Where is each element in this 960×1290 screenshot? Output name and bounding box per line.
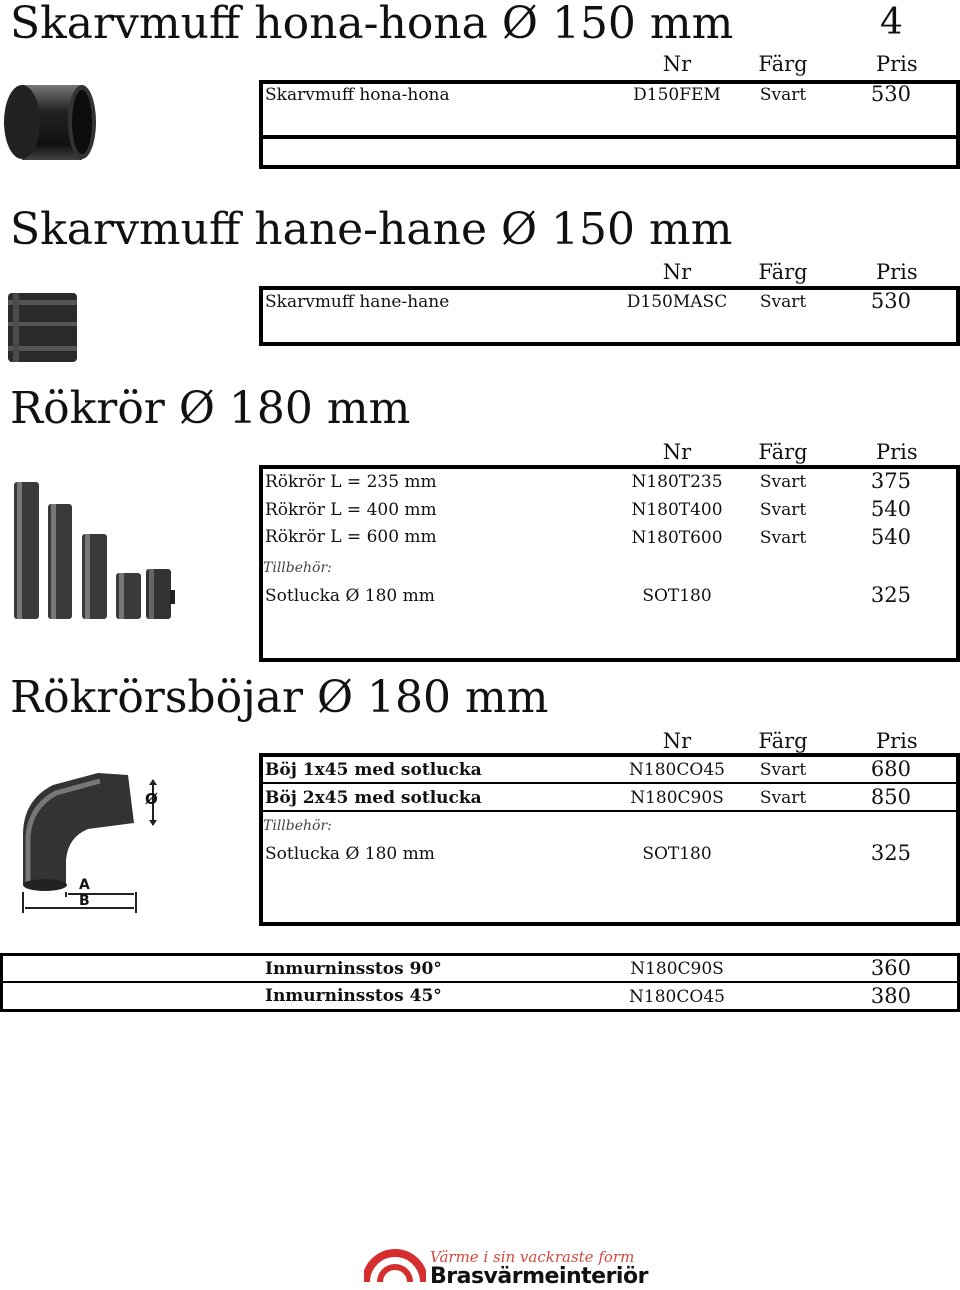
- column-header-price: Pris: [876, 729, 918, 753]
- product-color: Svart: [759, 528, 807, 548]
- product-name: Böj 1x45 med sotlucka: [265, 760, 482, 780]
- accessory-nr: SOT180: [642, 844, 712, 864]
- product-price: 680: [870, 757, 911, 781]
- product-table: [259, 465, 960, 662]
- product-price: 360: [870, 956, 911, 980]
- product-name: Rökrör L = 600 mm: [265, 527, 437, 547]
- product-color: Svart: [759, 292, 807, 312]
- footer-tagline: Värme i sin vackraste form: [430, 1248, 635, 1266]
- column-header-nr: Nr: [662, 729, 692, 753]
- diagram-label-b: B: [79, 893, 90, 909]
- product-color: Svart: [759, 500, 807, 520]
- section-title: Skarvmuff hona-hona Ø 150 mm: [10, 0, 734, 49]
- column-header-color: Färg: [758, 729, 808, 753]
- row-divider: [263, 782, 958, 784]
- product-price: 850: [870, 785, 911, 809]
- section-title: Rökrör Ø 180 mm: [10, 383, 411, 434]
- product-nr: N180T400: [631, 500, 723, 520]
- row-divider: [263, 810, 958, 812]
- section-title: Rökrörsböjar Ø 180 mm: [10, 672, 549, 723]
- product-price: 530: [870, 289, 911, 313]
- brand-logo-icon: [364, 1248, 426, 1284]
- coupler-female-image: [2, 80, 102, 165]
- product-color: Svart: [759, 472, 807, 492]
- product-name: Inmurninsstos 45°: [265, 986, 442, 1006]
- product-nr: D150MASC: [626, 292, 728, 312]
- product-nr: N180C90S: [630, 788, 724, 808]
- diagram-label-diameter: Ø: [145, 790, 158, 808]
- accessory-price: 325: [870, 583, 911, 607]
- accessory-nr: SOT180: [642, 586, 712, 606]
- product-nr: N180CO45: [629, 987, 725, 1007]
- product-price: 530: [870, 82, 911, 106]
- table-footer-row: [259, 135, 960, 169]
- column-header-color: Färg: [758, 52, 808, 76]
- product-color: Svart: [759, 788, 807, 808]
- product-name: Rökrör L = 235 mm: [265, 472, 437, 492]
- diagram-label-a: A: [79, 877, 90, 893]
- product-color: Svart: [759, 760, 807, 780]
- accessory-name: Sotlucka Ø 180 mm: [265, 844, 435, 864]
- section-title: Skarvmuff hane-hane Ø 150 mm: [10, 204, 733, 255]
- product-name: Inmurninsstos 90°: [265, 959, 442, 979]
- product-color: Svart: [759, 85, 807, 105]
- product-nr: N180T235: [631, 472, 723, 492]
- page-number: 4: [880, 2, 903, 43]
- product-name: Skarvmuff hona-hona: [265, 85, 450, 105]
- column-header-nr: Nr: [662, 440, 692, 464]
- column-header-price: Pris: [876, 260, 918, 284]
- column-header-price: Pris: [876, 52, 918, 76]
- accessory-price: 325: [870, 841, 911, 865]
- product-name: Rökrör L = 400 mm: [265, 500, 437, 520]
- flue-pipes-image: [10, 478, 180, 623]
- elbow-diagram-image: [8, 765, 173, 915]
- accessory-label: Tillbehör:: [263, 560, 332, 576]
- column-header-color: Färg: [758, 440, 808, 464]
- column-header-nr: Nr: [662, 260, 692, 284]
- product-nr: N180T600: [631, 528, 723, 548]
- product-price: 375: [870, 469, 911, 493]
- column-header-nr: Nr: [662, 52, 692, 76]
- accessory-name: Sotlucka Ø 180 mm: [265, 586, 435, 606]
- product-nr: D150FEM: [633, 85, 721, 105]
- product-name: Böj 2x45 med sotlucka: [265, 788, 482, 808]
- column-header-price: Pris: [876, 440, 918, 464]
- coupler-male-image: [5, 290, 80, 365]
- accessory-label: Tillbehör:: [263, 818, 332, 834]
- row-divider: [3, 981, 957, 983]
- column-header-color: Färg: [758, 260, 808, 284]
- product-price: 540: [870, 525, 911, 549]
- product-nr: N180CO45: [629, 760, 725, 780]
- product-price: 540: [870, 497, 911, 521]
- product-name: Skarvmuff hane-hane: [265, 292, 450, 312]
- footer-brand: Brasvärmeinteriör: [430, 1264, 648, 1289]
- product-nr: N180C90S: [630, 959, 724, 979]
- product-price: 380: [870, 984, 911, 1008]
